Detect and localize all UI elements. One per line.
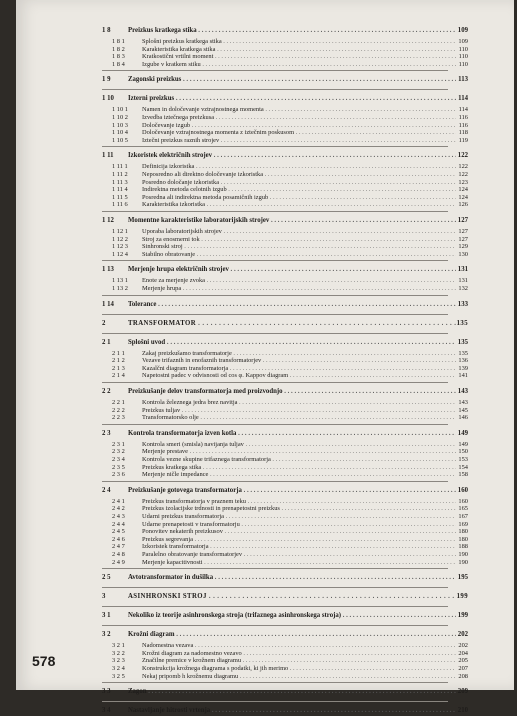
toc-section: [16, 592, 514, 602]
toc-entry: [16, 250, 514, 260]
entry-page: 141: [458, 372, 468, 380]
toc-entry: [16, 413, 514, 423]
entry-page: 135: [458, 349, 468, 357]
entry-page: 122: [458, 163, 468, 171]
section-rule: [102, 568, 448, 569]
entry-page: 124: [458, 186, 468, 194]
entry-page: 202: [458, 642, 468, 650]
entry-title: Definicija izkoristka . . .: [142, 162, 456, 172]
section-rule: [102, 295, 448, 296]
entry-title: Sinhronski stroj . . .: [142, 242, 456, 252]
section-rule: [102, 481, 448, 482]
entry-number: 1 12 4: [112, 250, 128, 258]
entry-number: 1 8 4: [112, 60, 125, 68]
entry-page: 116: [458, 114, 468, 121]
entry-number: 2 2: [102, 388, 111, 395]
entry-number: 1 8 3: [112, 53, 125, 61]
entry-title: Tolerance . . .: [128, 300, 456, 310]
entry-page: 110: [458, 60, 468, 68]
entry-title: Preizkušanje delov transformatorja med proizvodnjo . . .: [128, 387, 456, 397]
entry-number: 2 3: [102, 429, 111, 437]
entry-page: 119: [458, 136, 468, 144]
section-rule: [102, 314, 448, 315]
entry-number: 1 9: [102, 76, 111, 84]
entry-page: 160: [457, 486, 468, 494]
entry-page: 150: [458, 448, 468, 456]
entry-page: 123: [458, 178, 468, 186]
section-rule: [102, 333, 448, 334]
entry-title: Vezave trifaznih in enofaznih transformatorjev . . .: [142, 356, 456, 366]
entry-title: Stroj za enosmerni tok . . .: [142, 235, 456, 245]
entry-number: 2 4: [102, 486, 111, 494]
entry-page: 113: [458, 76, 468, 84]
toc-section: [16, 429, 514, 439]
entry-number: 2 3 2: [112, 448, 125, 456]
entry-page: 110: [458, 53, 468, 61]
entry-title: Zagon . . .: [128, 687, 456, 697]
toc-section: [16, 611, 514, 621]
entry-title: Avtotransformator in dušilka . . .: [128, 573, 456, 583]
entry-number: 1 13: [102, 266, 114, 274]
entry-number: 1 12 1: [112, 228, 128, 235]
entry-page: 190: [458, 551, 468, 558]
section-rule: [102, 382, 448, 383]
toc-section: [16, 687, 514, 697]
entry-page: 122: [458, 171, 468, 178]
entry-number: 2 3 1: [112, 440, 125, 448]
section-rule: [102, 682, 448, 683]
entry-number: 3 2: [102, 631, 111, 639]
entry-title: Karakteristika izkoristka . . .: [142, 200, 456, 210]
entry-page: 160: [458, 497, 468, 505]
entry-page: 135: [457, 338, 468, 346]
entry-title: Merjenje hrupa električnih strojev . . .: [128, 265, 456, 275]
entry-title: Nastavljanje hitrosti vrtenja . . .: [128, 706, 456, 716]
entry-number: 1 10 1: [112, 106, 128, 114]
toc-entry: [16, 60, 514, 70]
entry-number: 2 1: [102, 338, 111, 346]
entry-page: 114: [458, 106, 468, 114]
entry-number: 2 4 7: [112, 543, 125, 551]
entry-title: Določevanje vztrajnostnega momenta z iztečnim poskusom . . .: [142, 128, 456, 138]
entry-title: Stabilno obratovanje . . .: [142, 250, 456, 260]
entry-number: 1 12: [102, 217, 114, 224]
entry-number: 1 8: [102, 27, 111, 34]
toc-entry: [16, 284, 514, 294]
toc-entry: [16, 470, 514, 480]
entry-title: Kontrola vezne skupine trifaznega transformatorja . . .: [142, 455, 456, 465]
entry-title: Neposredno ali direktno določevanje izkoristka . . .: [142, 170, 456, 180]
section-rule: [102, 146, 448, 147]
entry-number: 1 11: [102, 152, 114, 160]
toc-section: [16, 26, 514, 36]
entry-number: 2 1 1: [112, 349, 125, 357]
entry-page: 143: [457, 388, 468, 395]
entry-number: 1 10 4: [112, 129, 128, 137]
section-rule: [102, 587, 448, 588]
entry-number: 1 11 4: [112, 186, 128, 194]
entry-number: 2 3 5: [112, 463, 125, 471]
entry-title: Kazalčni diagram transformatorja . . .: [142, 364, 456, 374]
entry-number: 3 1: [102, 612, 111, 620]
toc-section: [16, 630, 514, 640]
entry-title: Transformatorsko olje . . .: [142, 413, 456, 423]
entry-page: 136: [458, 357, 468, 365]
entry-number: 3 2 1: [112, 642, 125, 650]
entry-page: 149: [458, 440, 468, 448]
section-rule: [102, 211, 448, 212]
entry-title: Splošni uvod . . .: [128, 338, 456, 348]
toc-entry: [16, 672, 514, 682]
entry-page: 154: [458, 463, 468, 471]
entry-page: 122: [457, 152, 468, 160]
entry-number: 3 3: [102, 688, 111, 696]
entry-title: Izvedba iztečnega preizkusa . . .: [142, 113, 456, 123]
entry-page: 124: [458, 193, 468, 201]
entry-page: 195: [457, 574, 468, 582]
entry-number: 1 11 1: [112, 163, 128, 171]
page-number: 578: [32, 653, 56, 669]
entry-page: 202: [457, 631, 468, 639]
entry-title: Uporaba laboratorijskih strojev . . .: [142, 227, 456, 237]
entry-page: 110: [458, 45, 468, 53]
entry-title: Zagonski preizkus . . .: [128, 75, 456, 85]
entry-title: Preizkus kratkega stika . . .: [128, 26, 456, 36]
entry-number: 2 4 3: [112, 513, 125, 520]
entry-number: 1 14: [102, 300, 114, 308]
entry-page: 149: [457, 429, 468, 437]
entry-title: Namen in določevanje vztrajnostnega momenta . . .: [142, 105, 456, 115]
toc-section: [16, 265, 514, 275]
entry-number: 2 4 6: [112, 535, 125, 543]
toc-section: [16, 319, 514, 329]
book-page: [16, 0, 514, 715]
entry-title: Preizkus tuljav . . .: [142, 406, 456, 416]
toc-section: [16, 94, 514, 104]
entry-number: 3 2 3: [112, 657, 125, 665]
entry-number: 1 11 5: [112, 193, 128, 201]
entry-title: Kratkostični vrtilni moment . . .: [142, 52, 456, 62]
entry-number: 3 2 2: [112, 649, 125, 657]
entry-number: 1 10 5: [112, 136, 128, 144]
entry-page: 133: [457, 300, 468, 308]
entry-number: 3 2 5: [112, 672, 125, 680]
entry-title: Izkoristek električnih strojev . . .: [128, 151, 456, 161]
entry-title: Preizkus segrevanja . . .: [142, 535, 456, 545]
entry-title: Zakaj preizkušamo transformatorje . . .: [142, 349, 456, 359]
toc-section: [16, 486, 514, 496]
entry-title: Izkoristek transformatorja . . .: [142, 542, 456, 552]
entry-title: Nekoliko iz teorije asinhronskega stroja (trifaznega asinhronskega stroja) . . .: [128, 611, 456, 621]
toc-section: [16, 151, 514, 161]
entry-number: 3 4: [102, 707, 111, 715]
entry-page: 127: [458, 235, 468, 243]
entry-page: 131: [458, 277, 468, 285]
entry-title: Posredno določanje izkoristka . . .: [142, 178, 456, 188]
entry-title: Merjenje prestave . . .: [142, 447, 456, 457]
entry-title: Nadomestna vezava . . .: [142, 641, 456, 651]
entry-title: Kontrola transformatorja izven kotla . . .: [128, 429, 456, 439]
entry-page: 207: [458, 665, 468, 672]
section-rule: [102, 606, 448, 607]
entry-page: 158: [458, 471, 468, 479]
entry-number: 1 11 2: [112, 171, 128, 178]
entry-page: 165: [458, 505, 468, 513]
entry-page: 114: [458, 95, 468, 103]
entry-page: 188: [458, 543, 468, 551]
entry-number: 2 4 9: [112, 558, 125, 566]
entry-title: Kontrola smeri (smisla) navijanja tuljav . . .: [142, 440, 456, 450]
toc-section: [16, 338, 514, 348]
entry-page: 135: [456, 319, 468, 327]
table-of-contents: [16, 0, 514, 715]
entry-title: Ponovitev nekaterih preizkusov . . .: [142, 527, 456, 537]
entry-number: 3 2 4: [112, 665, 125, 672]
toc-entry: [16, 136, 514, 146]
entry-page: 199: [456, 593, 468, 601]
section-rule: [102, 625, 448, 626]
entry-title: Napetostni padec v odvisnosti od cos φ. Kappov diagram . . .: [142, 371, 456, 381]
entry-title: Izgube v kratkem stiku . . .: [142, 60, 456, 70]
entry-title: Iztečni preizkus raznih strojev . . .: [142, 136, 456, 146]
entry-page: 129: [458, 243, 468, 251]
entry-page: 131: [457, 266, 468, 274]
entry-number: 1 10 2: [112, 114, 128, 121]
entry-number: 2 4 2: [112, 505, 125, 513]
entry-number: 1 8 1: [112, 38, 125, 45]
entry-title: Nekaj pripomb h krožnemu diagramu . . .: [142, 672, 456, 682]
entry-page: 132: [458, 285, 468, 292]
section-rule: [102, 260, 448, 261]
entry-title: Značilne premice v krožnem diagramu . . .: [142, 656, 456, 666]
entry-page: 145: [458, 406, 468, 414]
entry-number: 1 10: [102, 95, 114, 103]
toc-section: [16, 300, 514, 310]
entry-title: Splošni preizkus kratkega stika . . .: [142, 37, 456, 47]
entry-title: Preizkušanje gotovega transformatorja . . .: [128, 486, 456, 496]
entry-title: Posredna ali indirektna metoda posamičnih izgub . . .: [142, 193, 456, 203]
toc-entry: [16, 371, 514, 381]
toc-section: [16, 573, 514, 583]
entry-number: 1 13 2: [112, 285, 128, 292]
entry-page: 143: [458, 399, 468, 406]
entry-page: 210: [457, 707, 468, 715]
entry-number: 1 11 6: [112, 201, 128, 209]
entry-title: Krožni diagram . . .: [128, 630, 456, 640]
entry-title: Momentne karakteristike laboratorijskih strojev . . .: [128, 216, 456, 226]
entry-title: Preizkus transformatorja v praznem teku . . .: [142, 497, 456, 507]
entry-page: 118: [458, 129, 468, 137]
entry-number: 2 1 3: [112, 364, 125, 372]
entry-title: Udarni preizkus transformatorja . . .: [142, 512, 456, 522]
entry-page: 204: [458, 649, 468, 657]
entry-title: Udarne prenapetosti v transformatorju . . .: [142, 520, 456, 530]
entry-page: 167: [458, 513, 468, 520]
entry-title: ASINHRONSKI STROJ . . .: [128, 592, 456, 602]
toc-entry: [16, 558, 514, 568]
entry-page: 169: [458, 520, 468, 528]
entry-page: 205: [458, 657, 468, 665]
entry-number: 3: [102, 593, 106, 601]
entry-page: 146: [458, 414, 468, 422]
entry-page: 209: [457, 688, 468, 696]
entry-page: 139: [458, 364, 468, 372]
entry-number: 2 2 3: [112, 414, 125, 422]
entry-title: Merjenje ničle impedance . . .: [142, 470, 456, 480]
entry-number: 1 12 2: [112, 235, 128, 243]
entry-title: Kontrola železnega jedra brez navitja . . .: [142, 398, 456, 408]
entry-number: 2 4 5: [112, 528, 125, 536]
entry-page: 109: [457, 27, 468, 34]
entry-number: 1 10 3: [112, 121, 128, 129]
entry-number: 1 13 1: [112, 277, 128, 285]
entry-page: 127: [457, 217, 468, 224]
entry-title: Merjenje kapacitivnosti . . .: [142, 558, 456, 568]
entry-number: 2 4 1: [112, 497, 125, 505]
entry-number: 2 2 1: [112, 399, 125, 406]
section-rule: [102, 424, 448, 425]
entry-number: 2 1 2: [112, 357, 125, 365]
entry-page: 116: [458, 121, 468, 129]
toc-section: [16, 75, 514, 85]
entry-page: 127: [458, 228, 468, 235]
section-rule: [102, 70, 448, 71]
entry-number: 2 3 4: [112, 456, 125, 463]
entry-title: Enote za merjenje zvoka . . .: [142, 276, 456, 286]
entry-title: Izterni preizkus . . .: [128, 94, 456, 104]
entry-title: Merjenje hrupa . . .: [142, 284, 456, 294]
entry-number: 1 12 3: [112, 243, 128, 251]
entry-number: 2 1 4: [112, 372, 125, 380]
entry-title: Krožni diagram za nadomestno vezavo . . .: [142, 649, 456, 659]
entry-title: Določevanje izgub . . .: [142, 121, 456, 131]
entry-page: 208: [458, 672, 468, 680]
entry-number: 2 4 4: [112, 520, 125, 528]
entry-number: 1 8 2: [112, 45, 125, 53]
entry-title: Preizkus kratkega stika . . .: [142, 463, 456, 473]
entry-page: 109: [458, 38, 468, 45]
entry-title: Konstrukcija krožnega diagrama s podatki, ki jih merimo . . .: [142, 664, 456, 674]
entry-title: Karakteristika kratkega stika . . .: [142, 45, 456, 55]
toc-section: [16, 216, 514, 226]
section-rule: [102, 701, 448, 702]
entry-page: 180: [458, 528, 468, 536]
entry-page: 190: [458, 558, 468, 566]
entry-page: 180: [458, 535, 468, 543]
toc-section: [16, 706, 514, 716]
entry-title: Preizkus izolacijske trdnosti in prenapetostni preizkus . . .: [142, 504, 456, 514]
entry-number: 2 2 2: [112, 406, 125, 414]
entry-page: 199: [457, 612, 468, 620]
entry-number: 1 11 3: [112, 178, 128, 186]
toc-section: [16, 387, 514, 397]
entry-title: Paralelno obratovanje transformatorjev . . .: [142, 550, 456, 560]
entry-page: 126: [458, 201, 468, 209]
entry-number: 2 5: [102, 574, 111, 582]
entry-number: 2 3 6: [112, 471, 125, 479]
entry-number: 2: [102, 319, 106, 327]
entry-number: 2 4 8: [112, 551, 125, 558]
entry-page: 130: [458, 250, 468, 258]
section-rule: [102, 89, 448, 90]
entry-title: TRANSFORMATOR . . .: [128, 319, 456, 329]
entry-page: 153: [458, 456, 468, 463]
entry-title: Indirektna metoda celotnih izgub . . .: [142, 185, 456, 195]
toc-entry: [16, 200, 514, 210]
